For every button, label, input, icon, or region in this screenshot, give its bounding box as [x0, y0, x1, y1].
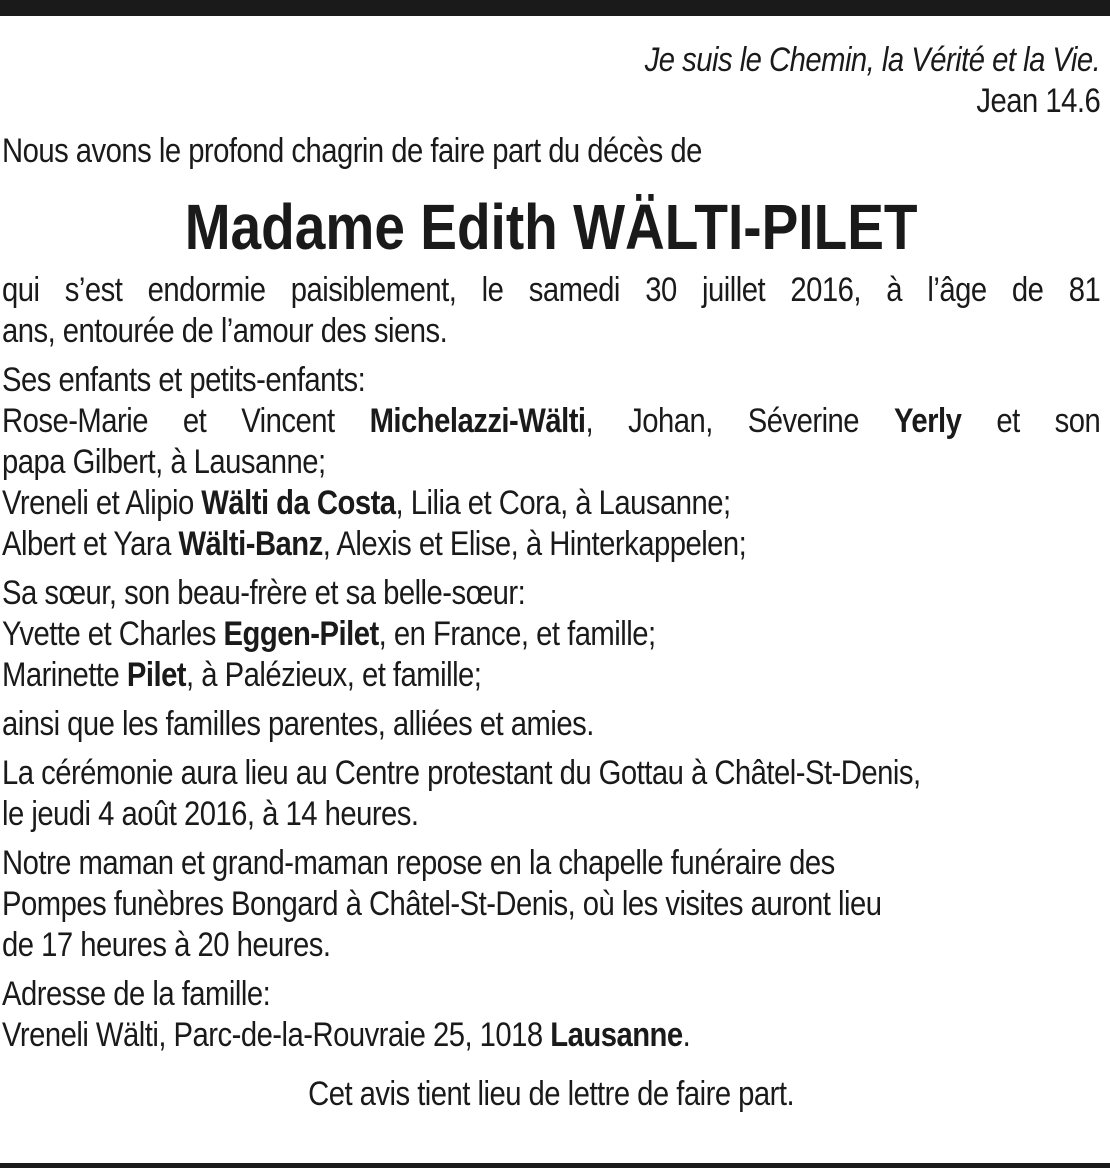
children-family-1	[2, 401, 1100, 442]
bottom-rule	[0, 1163, 1110, 1168]
address-line	[2, 1015, 1100, 1056]
siblings-family-1	[2, 614, 1100, 655]
family-text: , en France, et famille;	[378, 615, 656, 653]
family-text: et son	[961, 402, 1101, 440]
closing-note: Cet avis tient lieu de lettre de faire part.	[308, 1075, 795, 1113]
family-surname: Eggen-Pilet	[223, 615, 379, 653]
relatives-text: ainsi que les familles parentes, alliées et amies.	[2, 705, 594, 743]
family-text: Albert et Yara	[2, 525, 179, 563]
family-text: , à Palézieux, et famille;	[186, 656, 482, 694]
address-city: Lausanne	[550, 1016, 683, 1054]
family-text: Marinette	[2, 656, 127, 694]
visitation-line-3: de 17 heures à 20 heures.	[2, 926, 331, 964]
visitation-details	[2, 843, 1100, 966]
siblings-family-2	[2, 655, 1100, 696]
family-text: , Alexis et Elise, à Hinterkappelen;	[322, 525, 747, 563]
family-surname: Wälti da Costa	[201, 484, 396, 522]
siblings-section	[2, 573, 1100, 696]
family-surname: Michelazzi-Wälti	[369, 402, 586, 440]
siblings-heading: Sa sœur, son beau-frère et sa belle-sœur:	[2, 574, 526, 612]
address-text: Vreneli Wälti, Parc-de-la-Rouvraie 25, 1018	[2, 1016, 551, 1054]
children-heading: Ses enfants et petits-enfants:	[2, 361, 366, 399]
children-section	[2, 360, 1100, 565]
family-text: , Johan, Séverine	[585, 402, 895, 440]
children-family-1-cont: papa Gilbert, à Lausanne;	[2, 443, 326, 481]
address-heading: Adresse de la famille:	[2, 975, 271, 1013]
family-surname: Yerly	[894, 402, 962, 440]
family-text: Rose-Marie et Vincent	[2, 402, 370, 440]
death-notice-line-1: qui s’est endormie paisiblement, le samedi 30 juillet 2016, à l’âge de 81	[2, 271, 1101, 309]
death-notice-line-2: ans, entourée de l’amour des siens.	[2, 312, 448, 350]
address-text: .	[682, 1016, 691, 1054]
ceremony-details	[2, 753, 1100, 835]
visitation-line-2: Pompes funèbres Bongard à Châtel-St-Denis, où les visites auront lieu	[2, 885, 882, 923]
deceased-name: Madame Edith WÄLTI-PILET	[184, 191, 918, 263]
family-text: , Lilia et Cora, à Lausanne;	[395, 484, 731, 522]
visitation-line-1: Notre maman et grand-maman repose en la chapelle funéraire des	[2, 844, 835, 882]
children-family-2	[2, 483, 1100, 524]
family-text: Yvette et Charles	[2, 615, 224, 653]
ceremony-line-1: La cérémonie aura lieu au Centre protestant du Gottau à Châtel-St-Denis,	[2, 754, 921, 792]
intro-text: Nous avons le profond chagrin de faire part du décès de	[2, 132, 702, 170]
family-surname: Pilet	[126, 656, 187, 694]
family-text: Vreneli et Alipio	[2, 484, 202, 522]
family-surname: Wälti-Banz	[178, 525, 323, 563]
top-rule	[0, 0, 1110, 16]
children-family-3	[2, 524, 1100, 565]
death-notice	[2, 270, 1100, 352]
ceremony-line-2: le jeudi 4 août 2016, à 14 heures.	[2, 795, 419, 833]
family-address	[2, 974, 1100, 1056]
obituary-notice	[2, 40, 1100, 1149]
bible-verse-reference: Jean 14.6	[976, 82, 1101, 120]
bible-verse: Je suis le Chemin, la Vérité et la Vie.	[644, 41, 1101, 79]
